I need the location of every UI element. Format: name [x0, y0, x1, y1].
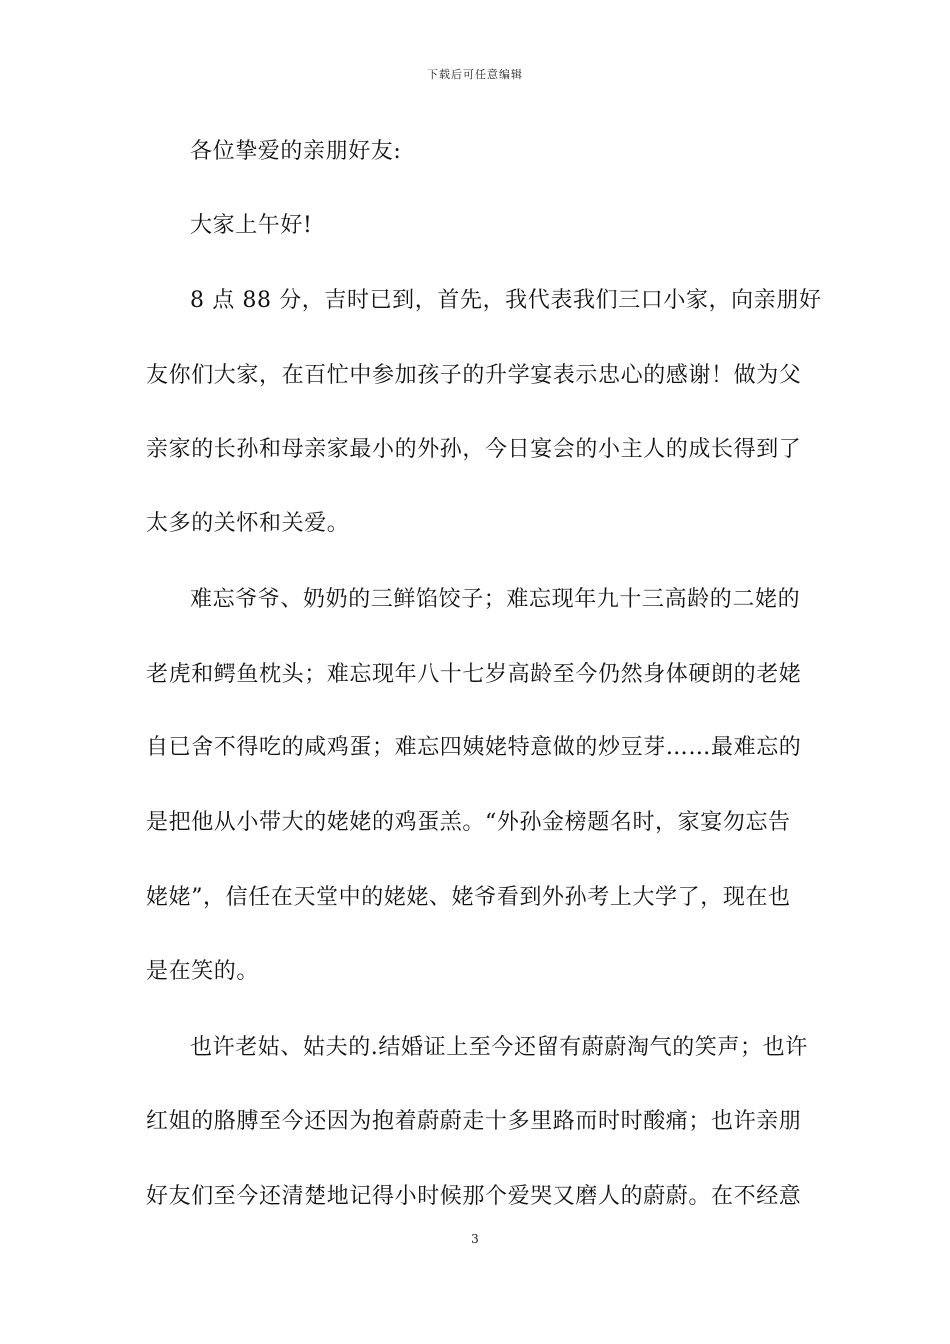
page-header: 下载后可任意编辑	[427, 68, 523, 81]
paragraph-line: 姥姥”，信任在天堂中的姥姥、姥爷看到外孙考上大学了，现在也	[146, 885, 791, 910]
paragraph-line: 自已舍不得吃的咸鸡蛋；难忘四姨姥特意做的炒豆芽……最难忘的	[146, 735, 802, 760]
paragraph-line: 8 点 88 分，吉时已到，首先，我代表我们三口小家，向亲朋好	[190, 288, 822, 313]
paragraph-line: 难忘爷爷、奶奶的三鲜馅饺子；难忘现年九十三高龄的二姥的	[190, 587, 801, 612]
paragraph-line: 太多的关怀和关爱。	[146, 511, 350, 536]
greeting-line: 大家上午好!	[190, 213, 313, 238]
paragraph-line: 老虎和鳄鱼枕头；难忘现年八十七岁高龄至今仍然身体硬朗的老姥	[146, 662, 802, 687]
page-number: 3	[471, 1232, 479, 1246]
paragraph-line: 是在笑的。	[146, 959, 260, 984]
paragraph-line: 红姐的胳膊至今还因为抱着蔚蔚走十多里路而时时酸痛；也许亲朋	[146, 1109, 802, 1134]
paragraph-line: 是把他从小带大的姥姥的鸡蛋羔。“外孙金榜题名时，家宴勿忘告	[146, 810, 791, 835]
paragraph-line: 友你们大家，在百忙中参加孩子的升学宴表示忠心的感谢！做为父	[146, 363, 802, 388]
paragraph-line: 亲家的长孙和母亲家最小的外孙，今日宴会的小主人的成长得到了	[146, 437, 802, 462]
paragraph-line: 也许老姑、姑夫的.结婚证上至今还留有蔚蔚淘气的笑声；也许	[190, 1035, 808, 1060]
salutation-line: 各位挚爱的亲朋好友:	[190, 139, 402, 164]
paragraph-line: 好友们至今还清楚地记得小时候那个爱哭又磨人的蔚蔚。在不经意	[146, 1184, 802, 1209]
